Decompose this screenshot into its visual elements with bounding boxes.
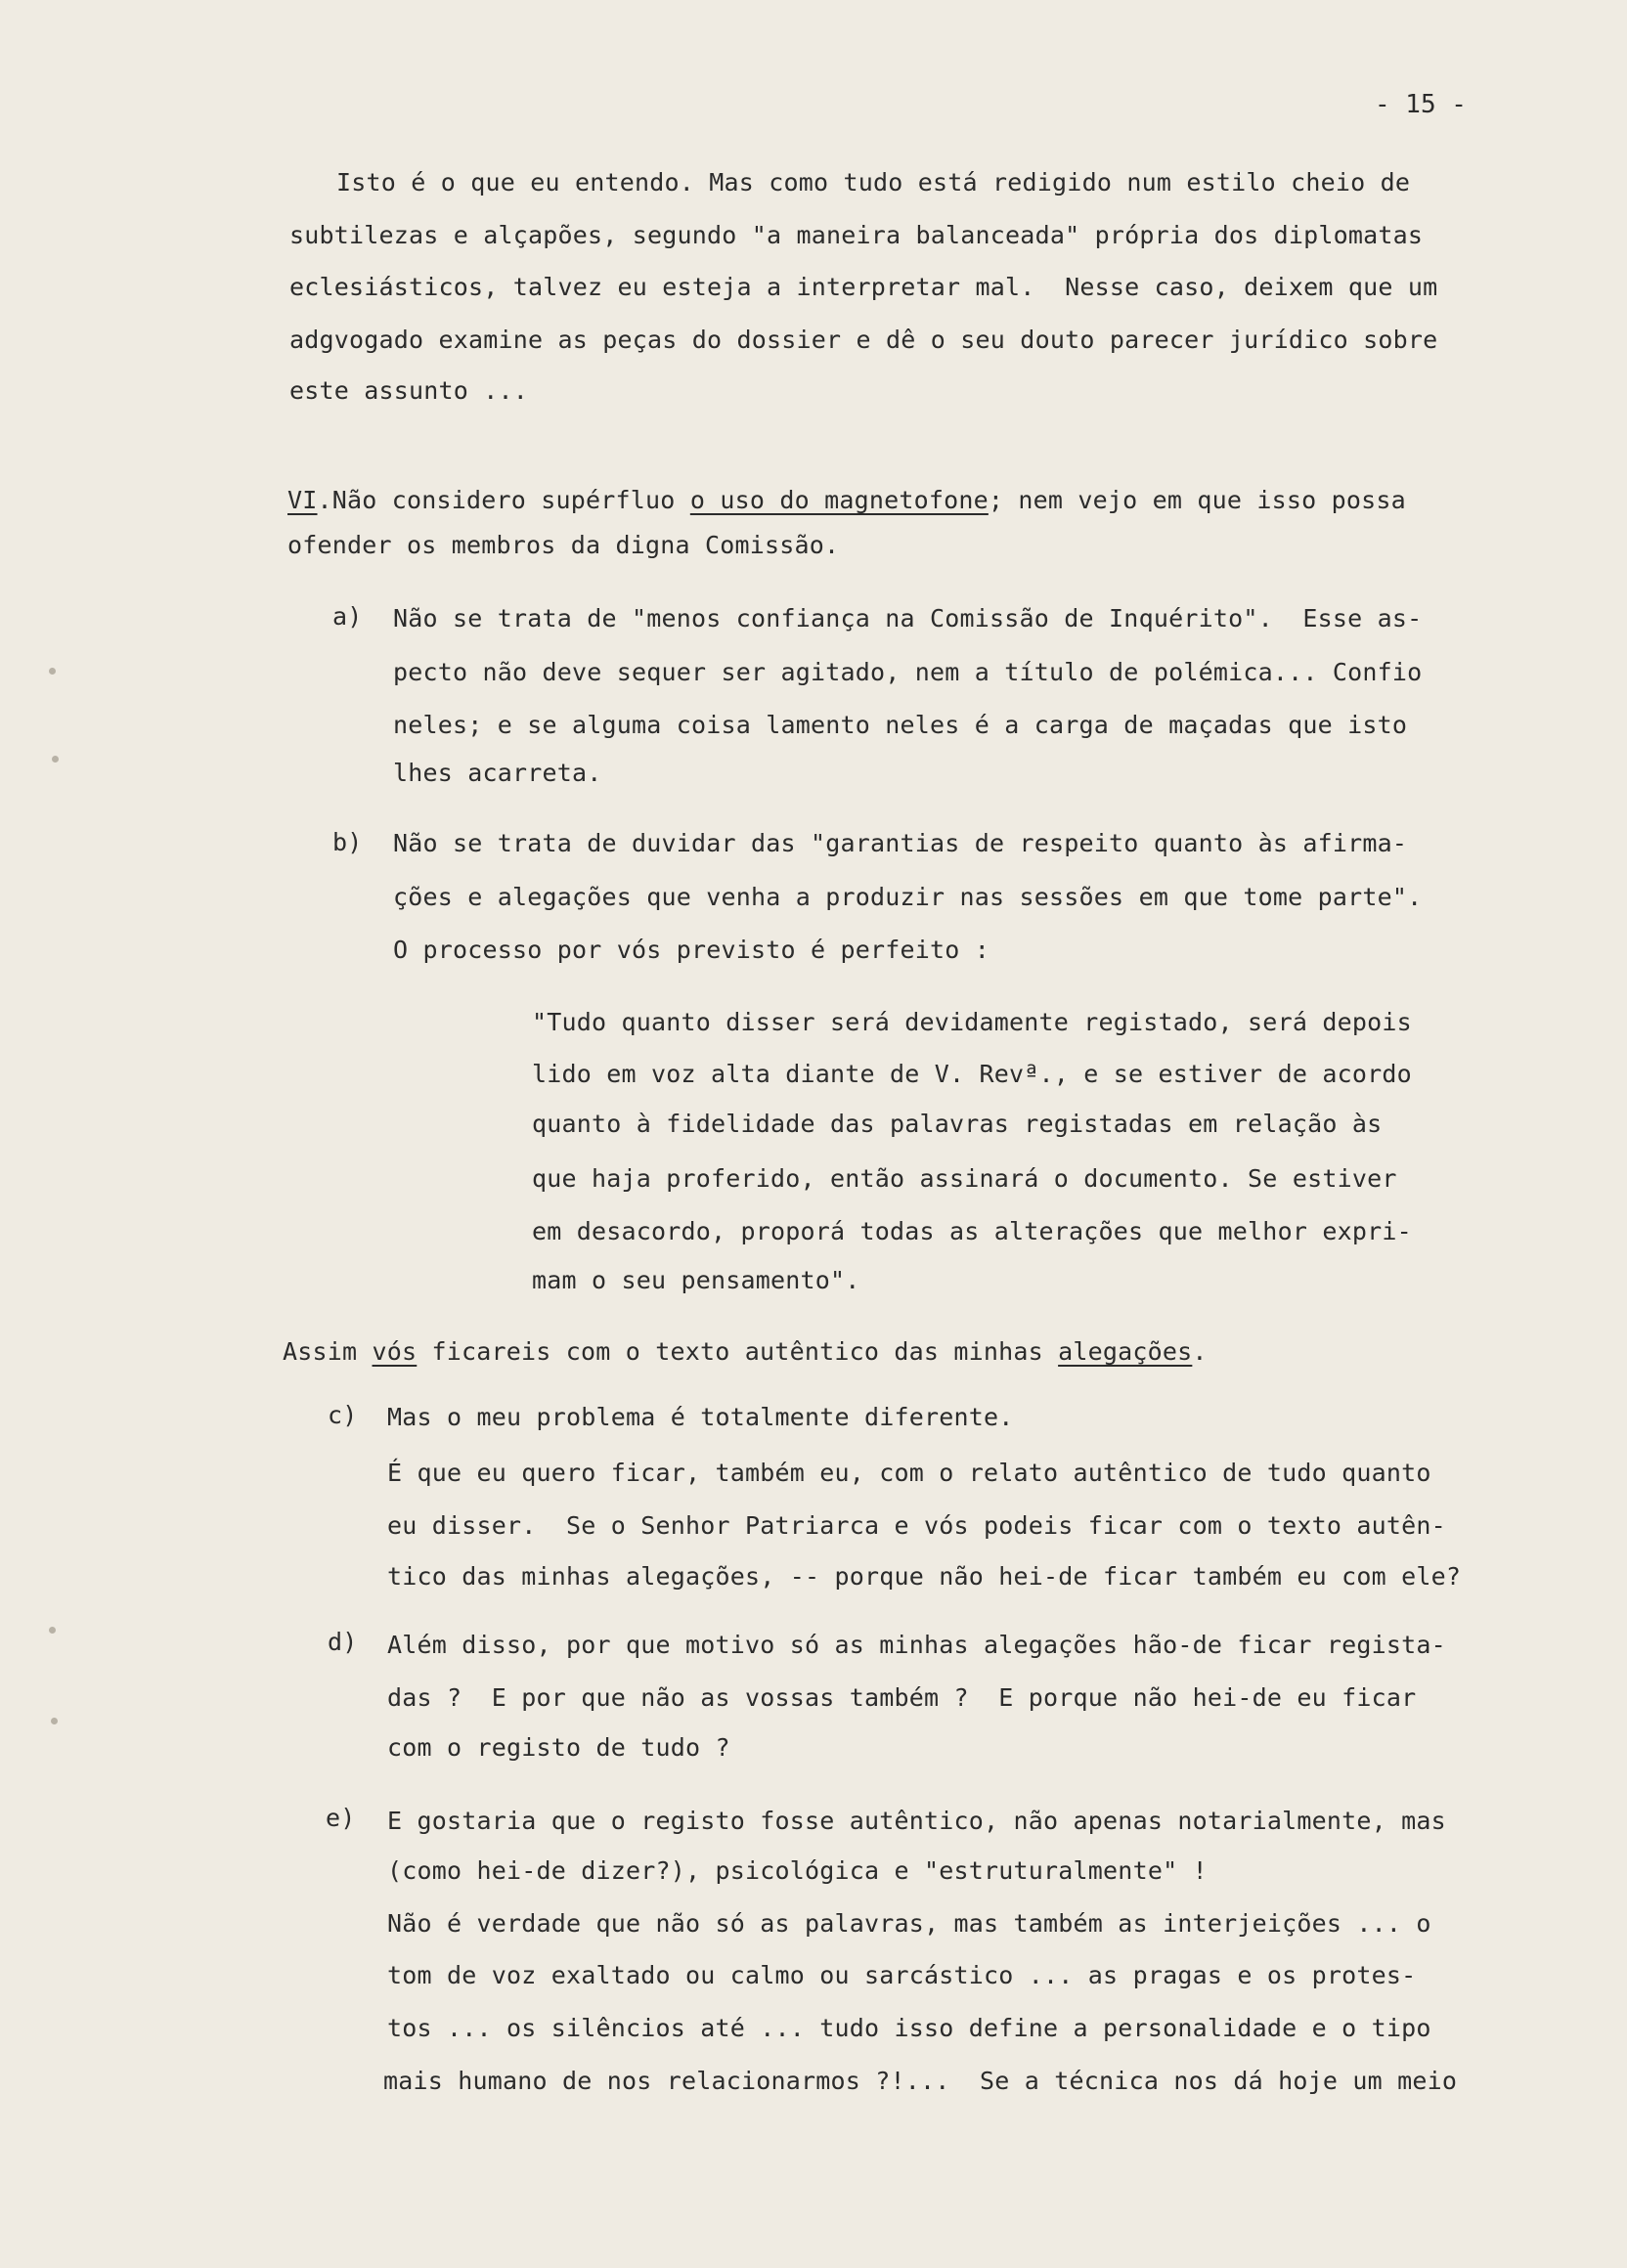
assim-line — [283, 1337, 1208, 1367]
scan-speck — [49, 668, 56, 675]
item-marker-e: e) — [326, 1804, 356, 1832]
text-line: neles; e se alguma coisa lamento neles é a carga de maçadas que isto — [393, 711, 1408, 739]
item-marker-c: c) — [328, 1401, 358, 1429]
scan-speck — [51, 1718, 58, 1724]
text-line: eu disser. Se o Senhor Patriarca e vós podeis ficar com o texto autên- — [387, 1511, 1446, 1540]
text-line: tom de voz exaltado ou calmo ou sarcástico ... as pragas e os protes- — [387, 1961, 1417, 1989]
text-segment: Assim — [283, 1337, 373, 1366]
scan-speck — [52, 756, 59, 763]
text-segment: ficareis com o texto autêntico das minhas — [417, 1337, 1059, 1366]
section-vi-line — [287, 486, 1406, 515]
text-line: eclesiásticos, talvez eu esteja a interpretar mal. Nesse caso, deixem que um — [289, 273, 1438, 301]
section-number: VI — [287, 486, 318, 514]
text-line: E gostaria que o registo fosse autêntico, não apenas notarialmente, mas — [387, 1807, 1446, 1835]
text-line: tos ... os silêncios até ... tudo isso define a personalidade e o tipo — [387, 2014, 1431, 2042]
quote-line: que haja proferido, então assinará o documento. Se estiver — [532, 1164, 1397, 1193]
quote-line: "Tudo quanto disser será devidamente registado, será depois — [532, 1008, 1412, 1036]
text-segment: . — [1192, 1337, 1208, 1366]
text-line: pecto não deve sequer ser agitado, nem a título de polémica... Confio — [393, 658, 1423, 686]
text-line: Isto é o que eu entendo. Mas como tudo está redigido num estilo cheio de — [336, 168, 1411, 196]
text-line: Não é verdade que não só as palavras, mas também as interjeições ... o — [387, 1909, 1431, 1938]
text-line: (como hei-de dizer?), psicológica e "estruturalmente" ! — [387, 1856, 1208, 1885]
text-line: das ? E por que não as vossas também ? E porque não hei-de eu ficar — [387, 1683, 1417, 1712]
quote-line: quanto à fidelidade das palavras registadas em relação às — [532, 1110, 1383, 1138]
text-line: ofender os membros da digna Comissão. — [287, 531, 840, 559]
text-line: subtilezas e alçapões, segundo "a maneira balanceada" própria dos diplomatas — [289, 221, 1424, 249]
text-line: com o registo de tudo ? — [387, 1733, 730, 1762]
text-line: este assunto ... — [289, 376, 529, 405]
text-line: Mas o meu problema é totalmente diferente. — [387, 1403, 1014, 1431]
page-number: - 15 - — [1375, 90, 1467, 119]
text-line: ções e alegações que venha a produzir nas sessões em que tome parte". — [393, 883, 1423, 911]
text-line: Não se trata de duvidar das "garantias de respeito quanto às afirma- — [393, 829, 1408, 857]
text-line: Não se trata de "menos confiança na Comissão de Inquérito". Esse as- — [393, 604, 1423, 632]
text-line: Além disso, por que motivo só as minhas alegações hão-de ficar regista- — [387, 1631, 1446, 1659]
underlined-word: alegações — [1058, 1337, 1193, 1366]
quote-line: em desacordo, proporá todas as alterações que melhor expri- — [532, 1217, 1412, 1245]
scan-speck — [49, 1627, 56, 1634]
text-line: É que eu quero ficar, também eu, com o relato autêntico de tudo quanto — [387, 1459, 1431, 1487]
text-segment: .Não considero supérfluo — [317, 486, 690, 514]
quote-line: lido em voz alta diante de V. Revª., e se estiver de acordo — [532, 1060, 1412, 1088]
text-line: mais humano de nos relacionarmos ?!... Se a técnica nos dá hoje um meio — [383, 2067, 1458, 2095]
item-marker-a: a) — [332, 602, 363, 631]
text-segment: ; nem vejo em que isso possa — [988, 486, 1406, 514]
underlined-phrase: o uso do magnetofone — [689, 486, 989, 514]
text-line: tico das minhas alegações, -- porque não hei-de ficar também eu com ele? — [387, 1562, 1462, 1591]
underlined-word: vós — [372, 1337, 418, 1366]
item-marker-d: d) — [328, 1628, 358, 1656]
quote-line: mam o seu pensamento". — [532, 1266, 860, 1294]
item-marker-b: b) — [332, 828, 363, 856]
text-line: adgvogado examine as peças do dossier e dê o seu douto parecer jurídico sobre — [289, 326, 1438, 354]
text-line: O processo por vós previsto é perfeito : — [393, 936, 990, 964]
text-line: lhes acarreta. — [393, 759, 602, 787]
